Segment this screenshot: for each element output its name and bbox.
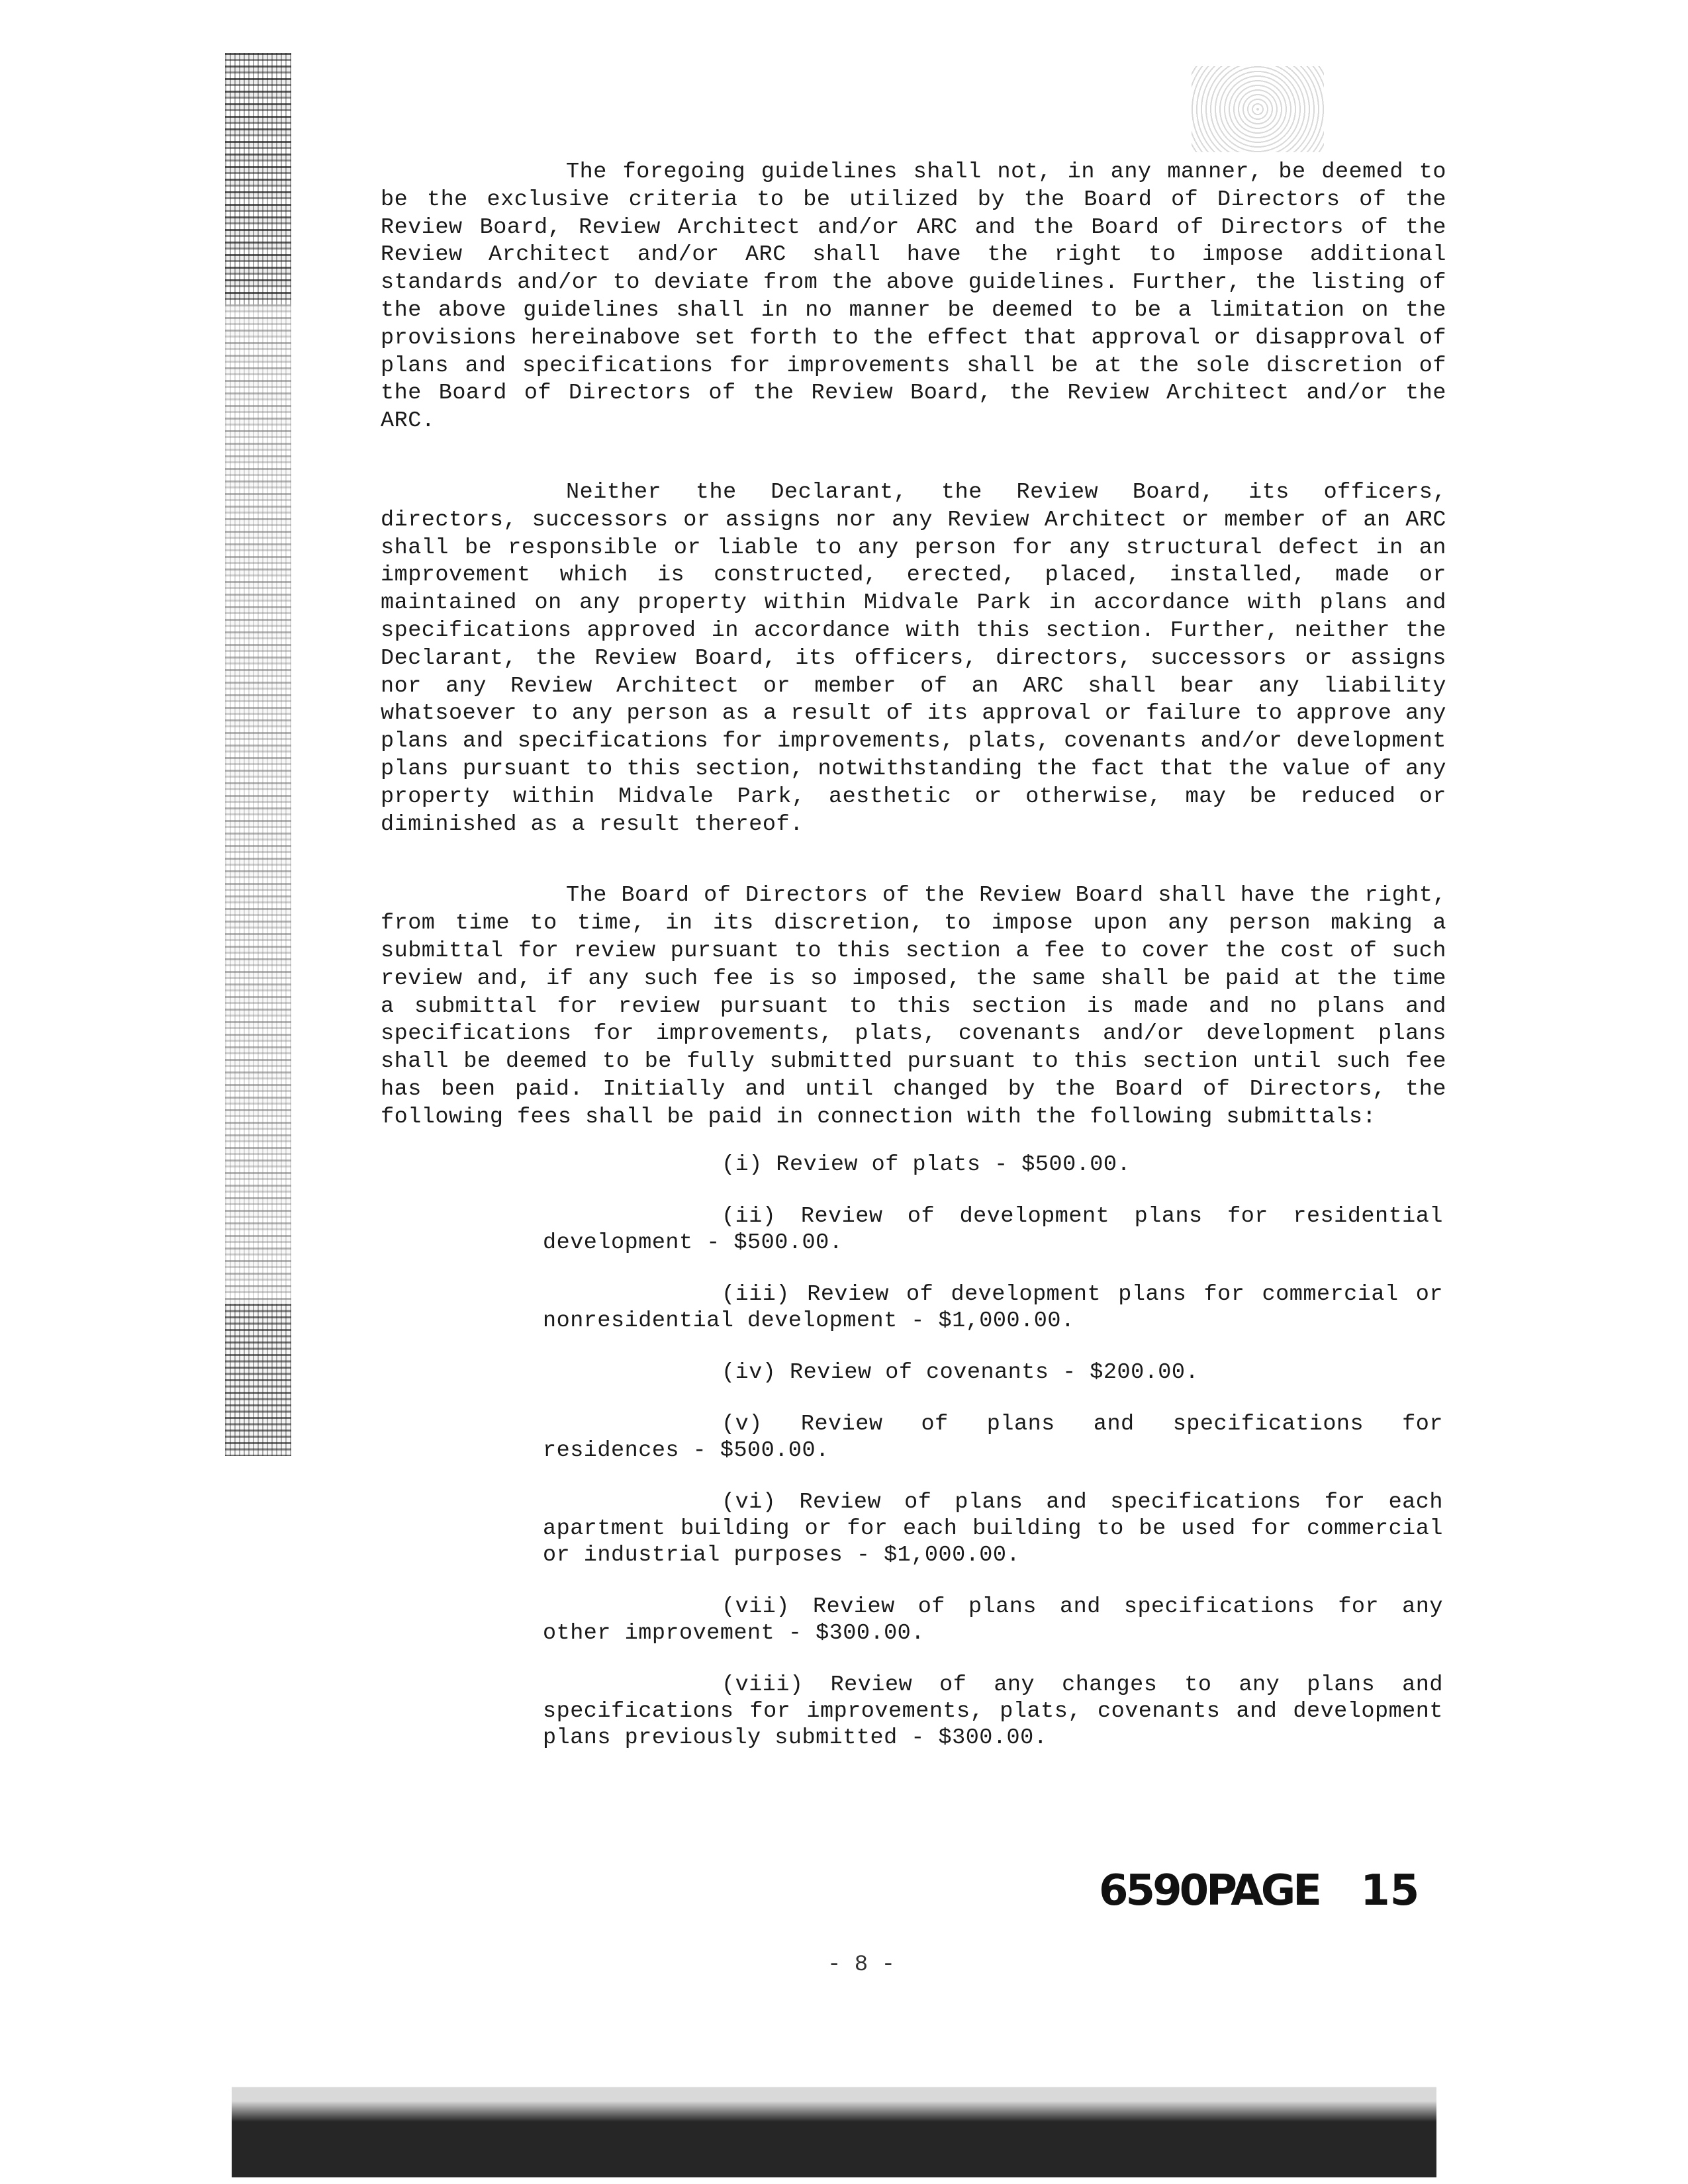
fee-schedule — [543, 1152, 1443, 1776]
fee-item-covenants: (iv) Review of covenants - $200.00. — [722, 1360, 1199, 1385]
scan-artifact-bottom-band — [232, 2038, 1436, 2177]
document-body — [381, 159, 1446, 1175]
fee-item-commercial-development: (iii) Review of development plans for commercial or nonresidential development - $1,000.00. — [543, 1282, 1443, 1334]
fee-item-changes: (viii) Review of any changes to any plans and specifications for improvements, plats, covenants and development plans previously submitted - $300.00. — [543, 1672, 1443, 1751]
recording-page-number: 15 — [1360, 1866, 1420, 1915]
recording-book-number: 6590PAGE — [1099, 1866, 1319, 1915]
page-number: - 8 - — [827, 1952, 896, 1978]
paragraph-review-fees: The Board of Directors of the Review Board shall have the right, from time to time, in its discretion, to impose upon any person making a submittal for review pursuant to this section a fee to cover the cost of such review and, if any such fee is so imposed, the same shall be paid at the time a submittal for review pursuant to this section is made and no plans and specifications for improvements, plats, covenants and/or development plans shall be deemed to be fully submitted pursuant to this section until such fee has been paid. Initially and until changed by the Board of Directors, the following fees shall be paid in connection with the following submittals: — [381, 883, 1446, 1130]
scan-artifact-top-left — [225, 53, 291, 304]
fee-item-residential-development: (ii) Review of development plans for residential development - $500.00. — [543, 1204, 1443, 1255]
paragraph-guidelines: The foregoing guidelines shall not, in any manner, be deemed to be the exclusive criteria to be utilized by the Board of Directors of the Review Board, Review Architect and/or ARC and the Board of Directors of the Review Architect and/or ARC shall have the right to impose additional standards and/or to deviate from the above guidelines. Further, the listing of the above guidelines shall in no manner be deemed to be a limitation on the provisions hereinabove set forth to the effect that approval or disapproval of plans and specifications for improvements shall be at the sole discretion of the Board of Directors of the Review Board, the Review Architect and/or the ARC. — [381, 159, 1446, 434]
fee-item-other-improvement: (vii) Review of plans and specifications for any other improvement - $300.00. — [543, 1594, 1443, 1646]
fee-item-residences: (v) Review of plans and specifications for residences - $500.00. — [543, 1412, 1443, 1463]
scan-artifact-top-right — [1192, 66, 1324, 152]
scan-artifact-mid-left — [225, 1304, 291, 1456]
recording-stamp — [1099, 1866, 1419, 1915]
paragraph-liability: Neither the Declarant, the Review Board, its officers, directors, successors or assigns nor any Review Architect or member of an ARC shall be responsible or liable to any person for any structural defect in an improvement which is constructed, erected, placed, installed, made or maintained on any property within Midvale Park in accordance with plans and specifications approved in accordance with this section. Further, neither the Declarant, the Review Board, its officers, directors, successors or assigns nor any Review Architect or member of an ARC shall bear any liability whatsoever to any person as a result of its approval or failure to approve any plans and specifications for improvements, plats, covenants and/or development plans pursuant to this section, notwithstanding the fact that the value of any property within Midvale Park, aesthetic or otherwise, may be reduced or diminished as a result thereof. — [381, 479, 1446, 837]
fee-item-plats: (i) Review of plats - $500.00. — [722, 1152, 1131, 1177]
fee-item-apartment-commercial-building: (vi) Review of plans and specifications for each apartment building or for each building to be used for commercial or industrial purposes - $1,000.00. — [543, 1490, 1443, 1568]
